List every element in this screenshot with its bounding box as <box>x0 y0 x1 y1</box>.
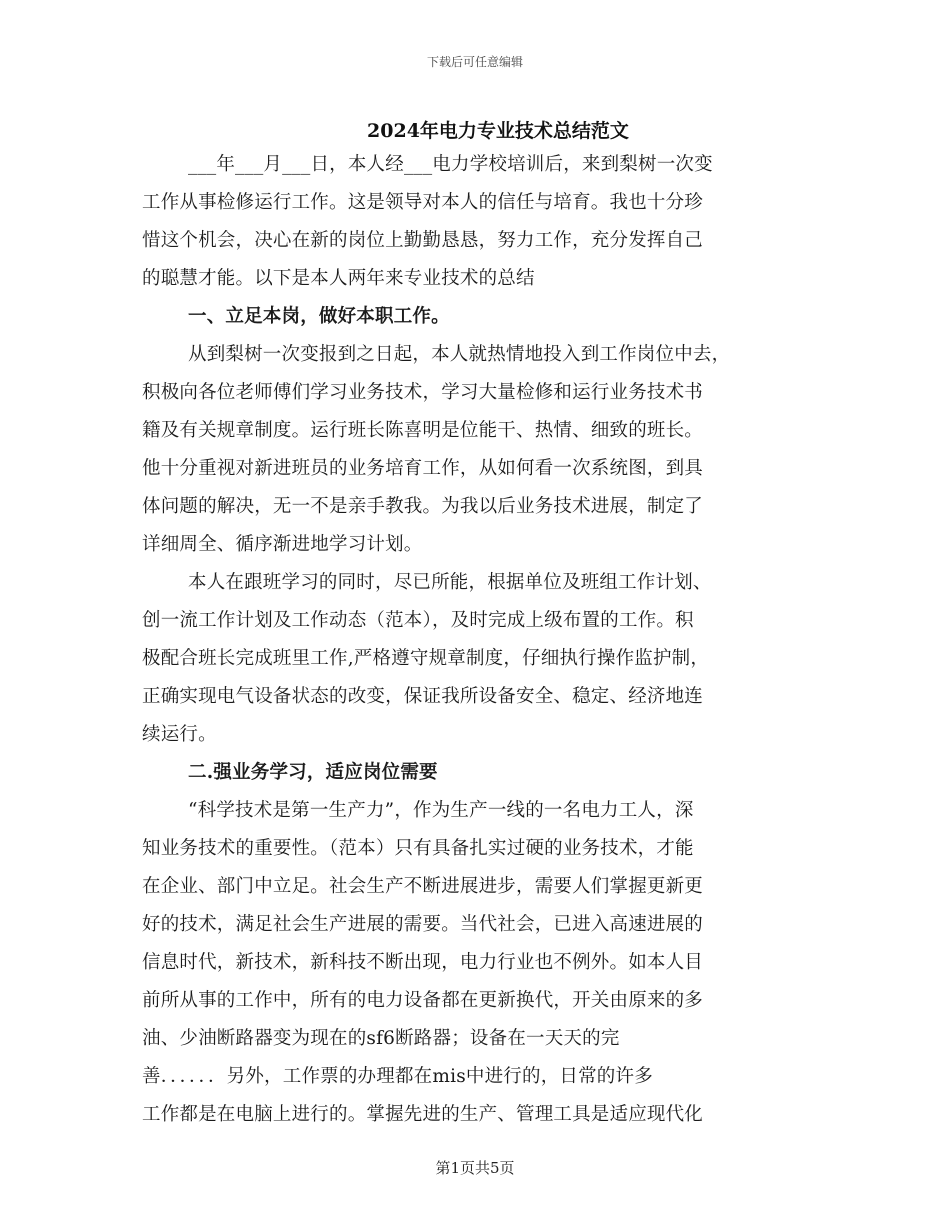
body-text-line: 从到梨树一次变报到之日起，本人就热情地投入到工作岗位中去， <box>188 344 731 365</box>
body-text-line: 油、少油断路器变为现在的sf6断路器；设备在一天天的完 <box>142 1028 620 1049</box>
body-text-line: “科学技术是第一生产力”，作为生产一线的一名电力工人，深 <box>188 800 694 821</box>
body-text-line: 的聪慧才能。以下是本人两年来专业技术的总结 <box>142 268 535 289</box>
body-text-line: 工作从事检修运行工作。这是领导对本人的信任与培育。我也十分珍 <box>142 192 704 213</box>
header-note: 下载后可任意编辑 <box>426 55 523 69</box>
document-title: 2024年电力专业技术总结范文 <box>367 120 629 142</box>
page-footer: 第1页共5页 <box>435 1159 515 1177</box>
body-text-line: 在企业、部门中立足。社会生产不断进展进步，需要人们掌握更新更 <box>142 876 704 897</box>
body-text-line: 他十分重视对新进班员的业务培育工作，从如何看一次系统图，到具 <box>142 458 704 479</box>
body-text-line: 积极向各位老师傅们学习业务技术，学习大量检修和运行业务技术书 <box>142 382 704 403</box>
section-heading: 二.强业务学习，适应岗位需要 <box>188 762 438 783</box>
body-text-line: 本人在跟班学习的同时，尽已所能，根据单位及班组工作计划、 <box>188 572 712 593</box>
body-text-line: 好的技术，满足社会生产进展的需要。当代社会，已进入高速进展的 <box>142 914 704 935</box>
body-text-line: 工作都是在电脑上进行的。掌握先进的生产、管理工具是适应现代化 <box>142 1104 704 1125</box>
section-heading: 一、立足本岗，做好本职工作。 <box>188 306 450 327</box>
body-text-line: 善．．．．．．另外，工作票的办理都在mis中进行的，日常的许多 <box>142 1066 653 1087</box>
body-text-line: ___年___月___日，本人经___电力学校培训后，来到梨树一次变 <box>188 154 713 175</box>
body-text-line: 续运行。 <box>142 724 217 745</box>
body-text-line: 详细周全、循序渐进地学习计划。 <box>142 534 423 555</box>
body-text-line: 极配合班长完成班里工作,严格遵守规章制度，仔细执行操作监护制， <box>142 648 710 669</box>
body-text-line: 知业务技术的重要性。（范本）只有具备扎实过硬的业务技术，才能 <box>142 838 694 859</box>
body-text-line: 信息时代，新技术，新科技不断出现，电力行业也不例外。如本人目 <box>142 952 704 973</box>
body-text-line: 体问题的解决，无一不是亲手教我。为我以后业务技术进展，制定了 <box>142 496 704 517</box>
body-text-line: 惜这个机会，决心在新的岗位上勤勤恳恳，努力工作，充分发挥自己 <box>142 230 704 251</box>
body-text-line: 正确实现电气设备状态的改变，保证我所设备安全、稳定、经济地连 <box>142 686 704 707</box>
body-text-line: 前所从事的工作中，所有的电力设备都在更新换代，开关由原来的多 <box>142 990 704 1011</box>
document-body <box>142 146 807 1134</box>
body-text-line: 籍及有关规章制度。运行班长陈喜明是位能干、热情、细致的班长。 <box>142 420 704 441</box>
body-text-line: 创一流工作计划及工作动态（范本），及时完成上级布置的工作。积 <box>142 610 694 631</box>
